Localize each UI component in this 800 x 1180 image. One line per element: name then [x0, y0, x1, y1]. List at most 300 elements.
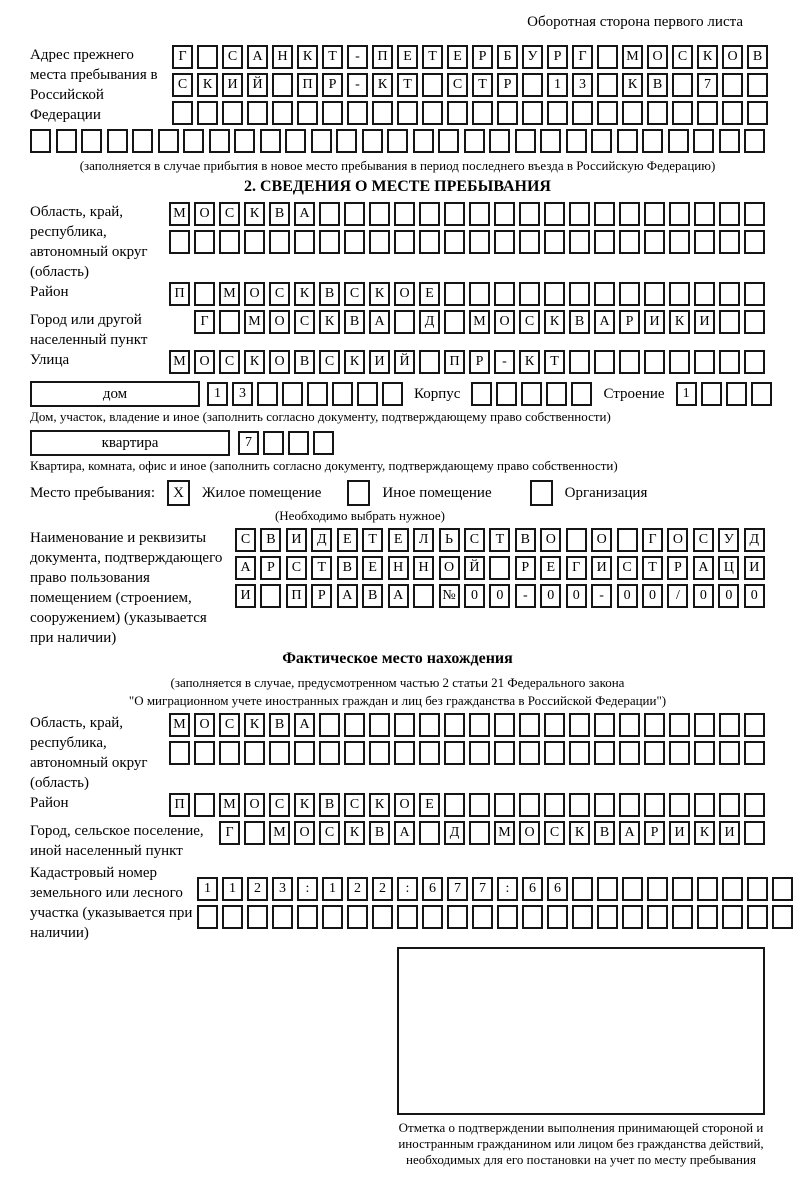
char-cell: В	[594, 821, 615, 845]
char-cell	[747, 905, 768, 929]
char-cell	[644, 741, 665, 765]
char-cell	[569, 741, 590, 765]
char-cell	[544, 713, 565, 737]
char-cell	[594, 793, 615, 817]
char-cell-row	[235, 528, 765, 552]
char-cell: А	[388, 584, 409, 608]
char-cell: В	[647, 73, 668, 97]
prev-address-rows	[172, 45, 768, 129]
char-cell: А	[394, 821, 415, 845]
char-cell	[169, 741, 190, 765]
char-cell	[772, 905, 793, 929]
char-cell: Р	[644, 821, 665, 845]
char-cell-row	[172, 73, 768, 97]
char-cell	[81, 129, 102, 153]
char-cell: Е	[419, 282, 440, 306]
char-cell	[546, 382, 567, 406]
field-label-region: Область, край, республика, автономный округ (область)	[30, 204, 148, 280]
char-cell: М	[219, 793, 240, 817]
char-cell	[394, 713, 415, 737]
actual-location-caption-2: "О миграционном учете иностранных граждан и лиц без гражданства в Российской Федерации")	[128, 693, 667, 708]
char-cell	[469, 821, 490, 845]
char-cell: И	[719, 821, 740, 845]
char-cell: О	[519, 821, 540, 845]
char-cell	[132, 129, 153, 153]
char-cell: -	[494, 350, 515, 374]
char-cell	[422, 101, 443, 125]
char-cell	[347, 101, 368, 125]
field-street	[30, 350, 765, 378]
char-cell: И	[591, 556, 612, 580]
char-cell: И	[369, 350, 390, 374]
char-cell	[419, 821, 440, 845]
char-cell: Е	[540, 556, 561, 580]
char-cell	[694, 202, 715, 226]
char-cell: :	[297, 877, 318, 901]
char-cell: С	[222, 45, 243, 69]
field-label-actual-region: Область, край, республика, автономный округ (область)	[30, 715, 148, 791]
char-cell: С	[286, 556, 307, 580]
char-cell	[263, 431, 284, 455]
char-cell: 0	[642, 584, 663, 608]
char-cell: Н	[388, 556, 409, 580]
char-cell: Л	[413, 528, 434, 552]
char-cell: В	[319, 793, 340, 817]
stay-type-label: Место пребывания:	[30, 484, 155, 501]
char-cell	[297, 905, 318, 929]
char-cell	[422, 73, 443, 97]
char-cell: Е	[397, 45, 418, 69]
house-box-label: дом	[30, 381, 200, 407]
char-cell: У	[522, 45, 543, 69]
char-cell-row	[197, 877, 793, 901]
char-cell	[744, 793, 765, 817]
char-cell: П	[169, 793, 190, 817]
char-cell: Е	[419, 793, 440, 817]
char-cell: Р	[619, 310, 640, 334]
char-cell: К	[372, 73, 393, 97]
char-cell	[319, 202, 340, 226]
char-cell	[594, 282, 615, 306]
char-cell: П	[286, 584, 307, 608]
char-cell: В	[344, 310, 365, 334]
char-cell	[694, 230, 715, 254]
char-cell	[594, 202, 615, 226]
field-label-prev-address: Адрес прежнего места пребывания в Российской Федерации	[30, 47, 158, 123]
char-cell	[519, 230, 540, 254]
char-cell	[56, 129, 77, 153]
char-cell: П	[169, 282, 190, 306]
char-cell	[569, 282, 590, 306]
char-cell: В	[337, 556, 358, 580]
char-cell: О	[722, 45, 743, 69]
char-cell	[288, 431, 309, 455]
char-cell	[544, 741, 565, 765]
char-cell	[519, 793, 540, 817]
char-cell	[394, 230, 415, 254]
char-cell: 1	[676, 382, 697, 406]
char-cell: Ь	[439, 528, 460, 552]
char-cell	[397, 905, 418, 929]
char-cell: Р	[260, 556, 281, 580]
char-cell	[669, 282, 690, 306]
char-cell: К	[544, 310, 565, 334]
char-cell	[419, 713, 440, 737]
stroenie-label: Строение	[603, 385, 665, 402]
char-cell	[464, 129, 485, 153]
char-cell	[647, 877, 668, 901]
char-cell	[372, 905, 393, 929]
char-cell	[472, 905, 493, 929]
char-cell: И	[669, 821, 690, 845]
char-cell	[394, 202, 415, 226]
char-cell	[319, 713, 340, 737]
char-cell: 7	[238, 431, 259, 455]
char-cell: М	[219, 282, 240, 306]
char-cell	[472, 101, 493, 125]
char-cell	[547, 101, 568, 125]
char-cell	[519, 202, 540, 226]
char-cell	[260, 129, 281, 153]
char-cell: В	[369, 821, 390, 845]
char-cell	[447, 101, 468, 125]
char-cell	[419, 350, 440, 374]
char-cell: К	[669, 310, 690, 334]
char-cell	[597, 905, 618, 929]
char-cell: Г	[194, 310, 215, 334]
char-cell	[619, 230, 640, 254]
char-cell	[669, 741, 690, 765]
char-cell	[272, 905, 293, 929]
char-cell-row	[169, 741, 765, 765]
char-cell	[269, 230, 290, 254]
char-cell-row-full-width	[30, 129, 765, 153]
char-cell	[744, 202, 765, 226]
char-cell	[489, 556, 510, 580]
char-cell	[619, 713, 640, 737]
char-cell	[497, 905, 518, 929]
char-cell	[494, 282, 515, 306]
char-cell	[197, 101, 218, 125]
char-cell	[693, 129, 714, 153]
char-cell: А	[337, 584, 358, 608]
char-cell: Е	[388, 528, 409, 552]
char-cell	[744, 282, 765, 306]
char-cell	[544, 282, 565, 306]
char-cell	[219, 741, 240, 765]
field-city	[30, 310, 765, 350]
char-cell: 6	[547, 877, 568, 901]
char-cell: 7	[697, 73, 718, 97]
char-cell: 7	[447, 877, 468, 901]
char-cell	[469, 202, 490, 226]
char-cell: О	[294, 821, 315, 845]
char-cell: П	[444, 350, 465, 374]
char-cell	[494, 793, 515, 817]
char-cell	[772, 877, 793, 901]
char-cell	[521, 382, 542, 406]
char-cell	[722, 101, 743, 125]
char-cell-row	[172, 45, 768, 69]
char-cell: А	[235, 556, 256, 580]
char-cell	[369, 741, 390, 765]
char-cell: П	[372, 45, 393, 69]
checkbox-residential: X	[167, 480, 190, 506]
char-cell	[547, 905, 568, 929]
char-cell	[669, 793, 690, 817]
char-cell	[594, 713, 615, 737]
field-label-actual-district: Район	[30, 795, 69, 811]
char-cell	[257, 382, 278, 406]
char-cell: В	[747, 45, 768, 69]
char-cell: Д	[311, 528, 332, 552]
char-cell	[494, 230, 515, 254]
char-cell: 3	[572, 73, 593, 97]
char-cell	[247, 101, 268, 125]
char-cell	[444, 230, 465, 254]
checkbox-organization	[530, 480, 553, 506]
char-cell	[572, 905, 593, 929]
char-cell	[569, 793, 590, 817]
field-actual-district	[30, 793, 765, 821]
char-cell: К	[244, 713, 265, 737]
char-cell: Т	[362, 528, 383, 552]
char-cell: В	[515, 528, 536, 552]
char-cell: Р	[322, 73, 343, 97]
char-cell	[313, 431, 334, 455]
char-cell: С	[617, 556, 638, 580]
char-cell: Р	[497, 73, 518, 97]
char-cell	[519, 741, 540, 765]
char-cell	[544, 793, 565, 817]
char-cell	[344, 230, 365, 254]
char-cell: 7	[472, 877, 493, 901]
char-cell: И	[235, 584, 256, 608]
char-cell	[622, 101, 643, 125]
option-label-organization: Организация	[564, 484, 648, 501]
char-cell	[594, 350, 615, 374]
region-rows	[169, 202, 765, 258]
char-cell: К	[197, 73, 218, 97]
char-cell	[722, 877, 743, 901]
apartment-cells	[238, 431, 334, 455]
char-cell-row	[169, 230, 765, 254]
char-cell: Й	[394, 350, 415, 374]
char-cell	[594, 741, 615, 765]
char-cell	[357, 382, 378, 406]
char-cell	[644, 202, 665, 226]
stroenie-cells	[676, 382, 772, 406]
char-cell	[619, 350, 640, 374]
char-cell: 3	[232, 382, 253, 406]
char-cell	[387, 129, 408, 153]
char-cell	[619, 793, 640, 817]
char-cell	[369, 202, 390, 226]
option-label-residential: Жилое помещение	[202, 484, 322, 501]
char-cell	[282, 382, 303, 406]
char-cell: М	[622, 45, 643, 69]
char-cell	[522, 101, 543, 125]
char-cell	[372, 101, 393, 125]
field-label-street: Улица	[30, 352, 70, 368]
char-cell	[444, 713, 465, 737]
apartment-caption: Квартира, комната, офис и иное (заполнить согласно документу, подтверждающему право собственности)	[30, 458, 618, 473]
char-cell	[469, 793, 490, 817]
char-cell	[622, 905, 643, 929]
char-cell	[619, 741, 640, 765]
char-cell: О	[494, 310, 515, 334]
char-cell: К	[369, 282, 390, 306]
char-cell: О	[194, 713, 215, 737]
char-cell	[469, 741, 490, 765]
char-cell	[619, 282, 640, 306]
char-cell	[469, 713, 490, 737]
char-cell: Т	[311, 556, 332, 580]
char-cell-row	[169, 202, 765, 226]
char-cell	[194, 230, 215, 254]
char-cell	[672, 73, 693, 97]
char-cell	[444, 282, 465, 306]
char-cell: 1	[547, 73, 568, 97]
char-cell	[569, 350, 590, 374]
char-cell	[744, 713, 765, 737]
field-actual-city	[30, 821, 765, 861]
char-cell	[444, 741, 465, 765]
char-cell: К	[369, 793, 390, 817]
char-cell-row	[235, 584, 765, 608]
char-cell: В	[569, 310, 590, 334]
char-cell	[234, 129, 255, 153]
char-cell: С	[219, 350, 240, 374]
char-cell: О	[269, 310, 290, 334]
char-cell: 2	[372, 877, 393, 901]
char-cell: /	[667, 584, 688, 608]
char-cell: Ц	[718, 556, 739, 580]
char-cell: А	[294, 713, 315, 737]
char-cell: С	[219, 202, 240, 226]
section2-title: 2. СВЕДЕНИЯ О МЕСТЕ ПРЕБЫВАНИЯ	[244, 178, 551, 195]
char-cell: С	[344, 282, 365, 306]
char-cell: Г	[572, 45, 593, 69]
char-cell	[744, 741, 765, 765]
apartment-row	[30, 430, 765, 456]
char-cell: 1	[207, 382, 228, 406]
char-cell: С	[294, 310, 315, 334]
char-cell: Д	[419, 310, 440, 334]
char-cell	[522, 905, 543, 929]
char-cell	[419, 202, 440, 226]
char-cell	[571, 382, 592, 406]
char-cell	[594, 230, 615, 254]
char-cell: 2	[347, 877, 368, 901]
page-side-note: Оборотная сторона первого листа	[527, 14, 743, 30]
char-cell	[694, 713, 715, 737]
char-cell	[183, 129, 204, 153]
char-cell: С	[672, 45, 693, 69]
char-cell: 6	[522, 877, 543, 901]
char-cell	[322, 905, 343, 929]
char-cell	[697, 905, 718, 929]
char-cell	[694, 350, 715, 374]
char-cell: Т	[397, 73, 418, 97]
char-cell-row	[219, 821, 765, 845]
char-cell: А	[369, 310, 390, 334]
actual-location-title: Фактическое место нахождения	[282, 650, 513, 667]
char-cell: К	[244, 350, 265, 374]
char-cell	[494, 713, 515, 737]
char-cell: С	[269, 282, 290, 306]
char-cell: Б	[497, 45, 518, 69]
field-district	[30, 282, 765, 310]
char-cell: К	[519, 350, 540, 374]
korpus-label: Корпус	[414, 385, 461, 402]
char-cell	[419, 230, 440, 254]
char-cell	[572, 877, 593, 901]
char-cell	[669, 202, 690, 226]
char-cell: А	[619, 821, 640, 845]
char-cell: К	[697, 45, 718, 69]
char-cell: М	[494, 821, 515, 845]
char-cell: О	[244, 282, 265, 306]
char-cell: 2	[247, 877, 268, 901]
actual-location-caption-1: (заполняется в случае, предусмотренном частью 2 статьи 21 Федерального закона	[170, 675, 625, 690]
char-cell	[672, 905, 693, 929]
char-cell	[591, 129, 612, 153]
char-cell: Р	[472, 45, 493, 69]
char-cell: 1	[222, 877, 243, 901]
char-cell	[572, 101, 593, 125]
field-prev-address	[30, 45, 765, 129]
char-cell	[397, 101, 418, 125]
char-cell: О	[540, 528, 561, 552]
char-cell	[244, 230, 265, 254]
char-cell-row	[169, 350, 765, 374]
char-cell	[744, 350, 765, 374]
char-cell	[347, 905, 368, 929]
char-cell	[694, 793, 715, 817]
stay-type-row	[30, 480, 765, 506]
char-cell: 0	[693, 584, 714, 608]
char-cell: О	[667, 528, 688, 552]
char-cell	[447, 905, 468, 929]
char-cell: К	[294, 282, 315, 306]
char-cell: А	[693, 556, 714, 580]
confirmation-stamp-box	[397, 947, 765, 1115]
char-cell	[694, 741, 715, 765]
char-cell: М	[269, 821, 290, 845]
char-cell: №	[439, 584, 460, 608]
char-cell: Р	[547, 45, 568, 69]
char-cell	[285, 129, 306, 153]
field-label-document: Наименование и реквизиты документа, подтверждающего право пользования помещением (строением, сооружением) (указывается при наличии)	[30, 530, 223, 646]
prev-address-caption: (заполняется в случае прибытия в новое место пребывания в период последнего въезда в Российскую Федерацию)	[79, 158, 716, 173]
char-cell	[544, 202, 565, 226]
char-cell	[444, 202, 465, 226]
char-cell	[489, 129, 510, 153]
char-cell	[107, 129, 128, 153]
char-cell: Г	[172, 45, 193, 69]
char-cell	[719, 202, 740, 226]
char-cell	[30, 129, 51, 153]
char-cell	[438, 129, 459, 153]
char-cell-row	[172, 101, 768, 125]
char-cell	[272, 101, 293, 125]
char-cell: Г	[642, 528, 663, 552]
char-cell: М	[169, 713, 190, 737]
stamp-caption: Отметка о подтверждении выполнения принимающей стороной и иностранным гражданином или лицом без гражданства действий, необходимых для его постановки на учет по месту пребывания	[398, 1120, 764, 1167]
char-cell	[622, 877, 643, 901]
char-cell	[744, 310, 765, 334]
